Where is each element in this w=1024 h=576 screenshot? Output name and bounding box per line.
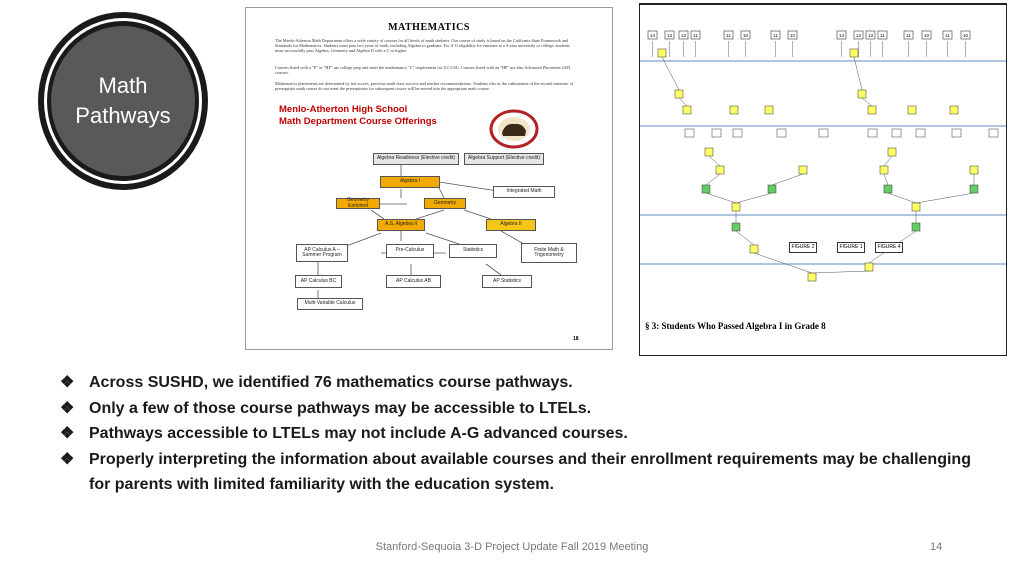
- diamond-bullet-icon: ❖: [60, 425, 75, 442]
- badge-line-2: Pathways: [75, 103, 171, 128]
- pathway-green-node: [884, 185, 892, 193]
- pathway-connector: [736, 193, 772, 203]
- pathway-code-label: 11: [906, 33, 911, 38]
- pathway-green-node: [732, 223, 740, 231]
- ap-calculus-a-box: AP Calculus A – Summer Program: [296, 244, 348, 262]
- bullet-item: [60, 447, 980, 498]
- algebra-readiness-box: Algebra Readiness (Elective credit): [373, 153, 459, 165]
- pathway-code-label: 13: [680, 33, 687, 38]
- pathway-code-label: 11: [880, 33, 885, 38]
- pathway-connector: [916, 193, 974, 203]
- as-algebra-2-box: A.S. Algebra II: [377, 219, 425, 231]
- pathway-yellow-node: [865, 263, 873, 271]
- algebra-support-box: Algebra Support (Elective credit): [464, 153, 544, 165]
- pathway-connector: [884, 156, 892, 166]
- finite-math-box: Finite Math & Trigonometry: [521, 243, 577, 263]
- pathway-yellow-node: [658, 49, 666, 57]
- pathway-code-label: 11: [945, 33, 950, 38]
- pathway-connector: [754, 253, 812, 273]
- pathway-code-box: [819, 129, 828, 137]
- pathway-yellow-node: [888, 148, 896, 156]
- pathway-connector: [736, 231, 754, 245]
- algebra-1-box: Algebra I: [380, 176, 440, 188]
- pathway-tree-figure: [639, 3, 1007, 356]
- pathway-yellow-node: [912, 203, 920, 211]
- key-findings-list: [60, 370, 980, 498]
- bullet-text: Only a few of those course pathways may be accessible to LTELs.: [89, 399, 592, 417]
- slide-page-number: 14: [930, 541, 943, 553]
- department-offerings: Math Department Course Offerings: [279, 116, 437, 127]
- pathway-yellow-node: [880, 166, 888, 174]
- pathway-code-box: [733, 129, 742, 137]
- pathway-yellow-node: [675, 90, 683, 98]
- diamond-bullet-icon: ❖: [60, 450, 75, 468]
- badge-line-1: Math: [98, 73, 148, 98]
- pathway-code-box: [916, 129, 925, 137]
- document-paragraph-3: Mathematics placements are determined by test scores, previous math class success and teacher recommendations. Students who at the culmination of the second semester of prerequisite math course do not meet the prerequisites for subsequent course will be moved into the appropriate math course.: [275, 81, 574, 92]
- pathway-yellow-node: [950, 106, 958, 114]
- diamond-bullet-icon: ❖: [60, 399, 75, 417]
- pathway-yellow-node: [716, 166, 724, 174]
- pathway-code-box: [952, 129, 961, 137]
- pathway-code-box: [685, 129, 694, 137]
- pathway-yellow-node: [850, 49, 858, 57]
- pathway-connector: [888, 193, 916, 203]
- pathway-code-label: 13: [666, 33, 673, 38]
- pathway-code-box: [868, 129, 877, 137]
- pathway-caption: § 3: Students Who Passed Algebra I in Grade 8: [645, 321, 826, 331]
- pathway-yellow-node: [868, 106, 876, 114]
- document-paragraph-1: The Menlo-Atherton Math Department offers a wide variety of courses for all levels of math students. Our course of study is based on the California State Framework and Standards for Mathematics. Students must pass two years of math, including Algebra to graduate. For A-G eligibility for entrance to a 4-year university or college, students must successfully pass Algebra, Geometry and Algebra II with a C or higher.: [275, 38, 570, 54]
- pathway-connector: [679, 98, 687, 106]
- pathway-code-label: 11: [773, 33, 778, 38]
- bullet-text: Across SUSHD, we identified 76 mathematics course pathways.: [89, 374, 573, 391]
- pathway-yellow-node: [732, 203, 740, 211]
- ap-statistics-box: AP Statistics: [482, 275, 532, 288]
- pathway-code-box: [989, 129, 998, 137]
- pathway-connector: [706, 174, 720, 185]
- pathway-connector: [662, 57, 679, 90]
- pathway-yellow-node: [750, 245, 758, 253]
- pathway-yellow-node: [705, 148, 713, 156]
- pathway-connector: [812, 271, 869, 273]
- geometry-enriched-box: Geometry Enriched: [336, 198, 380, 209]
- pathway-yellow-node: [799, 166, 807, 174]
- pathway-green-node: [702, 185, 710, 193]
- pathway-code-label: 10: [789, 33, 796, 38]
- bullet-item: [60, 370, 980, 396]
- pathway-code-label: 11: [693, 33, 698, 38]
- bullet-text: Properly interpreting the information about available courses and their enrollment requirements may be challenging for parents with limited familiarity with the education system.: [89, 450, 971, 493]
- pathway-code-label: 14: [649, 33, 656, 38]
- pathway-green-node: [768, 185, 776, 193]
- figure-4-label: FIGURE 4: [875, 242, 903, 253]
- pathway-yellow-node: [858, 90, 866, 98]
- pathway-yellow-node: [970, 166, 978, 174]
- bullet-text: Pathways accessible to LTELs may not include A-G advanced courses.: [89, 425, 628, 442]
- document-paragraph-2: Courses listed with a "P" or "HP" are college prep and meet the mathematics "C" requirement for UC/CSU. Courses listed with an "HP" are also Advanced Placement (AP) courses.: [275, 65, 571, 76]
- pathway-code-label: 10: [923, 33, 930, 38]
- course-offerings-document: [245, 7, 613, 350]
- pathway-code-label: 10: [962, 33, 969, 38]
- pathway-code-box: [892, 129, 901, 137]
- pre-calculus-box: Pre-Calculus: [386, 244, 434, 258]
- pathway-code-label: 13: [855, 33, 862, 38]
- integrated-math-box: Integrated Math: [493, 186, 555, 198]
- pathway-connector: [854, 57, 862, 90]
- math-pathways-badge: [38, 12, 208, 190]
- pathway-yellow-node: [908, 106, 916, 114]
- pathway-code-box: [712, 129, 721, 137]
- ap-calculus-ab-box: AP Calculus AB: [386, 275, 441, 288]
- pathway-yellow-node: [730, 106, 738, 114]
- pathway-connector: [706, 193, 736, 203]
- algebra-2-box: Algebra II: [486, 219, 536, 231]
- pathway-code-label: 11: [726, 33, 731, 38]
- pathway-yellow-node: [683, 106, 691, 114]
- ap-calculus-bc-box: AP Calculus BC: [295, 275, 342, 288]
- pathway-yellow-node: [808, 273, 816, 281]
- badge-inner: [51, 26, 195, 176]
- pathway-code-label: 10: [742, 33, 749, 38]
- pathway-green-node: [970, 185, 978, 193]
- pathway-connector: [709, 156, 720, 166]
- bullet-item: [60, 396, 980, 422]
- pathway-connector: [884, 174, 888, 185]
- pathway-connector: [772, 174, 803, 185]
- pathway-green-node: [912, 223, 920, 231]
- statistics-box: Statistics: [449, 244, 497, 258]
- document-page-number: 18: [573, 336, 579, 342]
- figure-2-label: FIGURE 2: [789, 242, 817, 253]
- pathway-connector: [862, 98, 872, 106]
- pathway-code-label: 13: [867, 33, 874, 38]
- pathway-tree-diagram: [640, 5, 1006, 315]
- figure-1-label: FIGURE 1: [837, 242, 865, 253]
- footer-text: Stanford-Sequoia 3-D Project Update Fall 2019 Meeting: [375, 541, 649, 553]
- multi-variable-calculus-box: Multi-Variable Calculus: [297, 298, 363, 310]
- document-title: MATHEMATICS: [388, 22, 470, 33]
- pathway-yellow-node: [765, 106, 773, 114]
- geometry-box: Geometry: [424, 198, 466, 209]
- bullet-item: [60, 421, 980, 447]
- diamond-bullet-icon: ❖: [60, 374, 75, 391]
- pathway-code-box: [777, 129, 786, 137]
- school-name: Menlo-Atherton High School: [279, 104, 408, 115]
- pathway-code-label: 14: [838, 33, 845, 38]
